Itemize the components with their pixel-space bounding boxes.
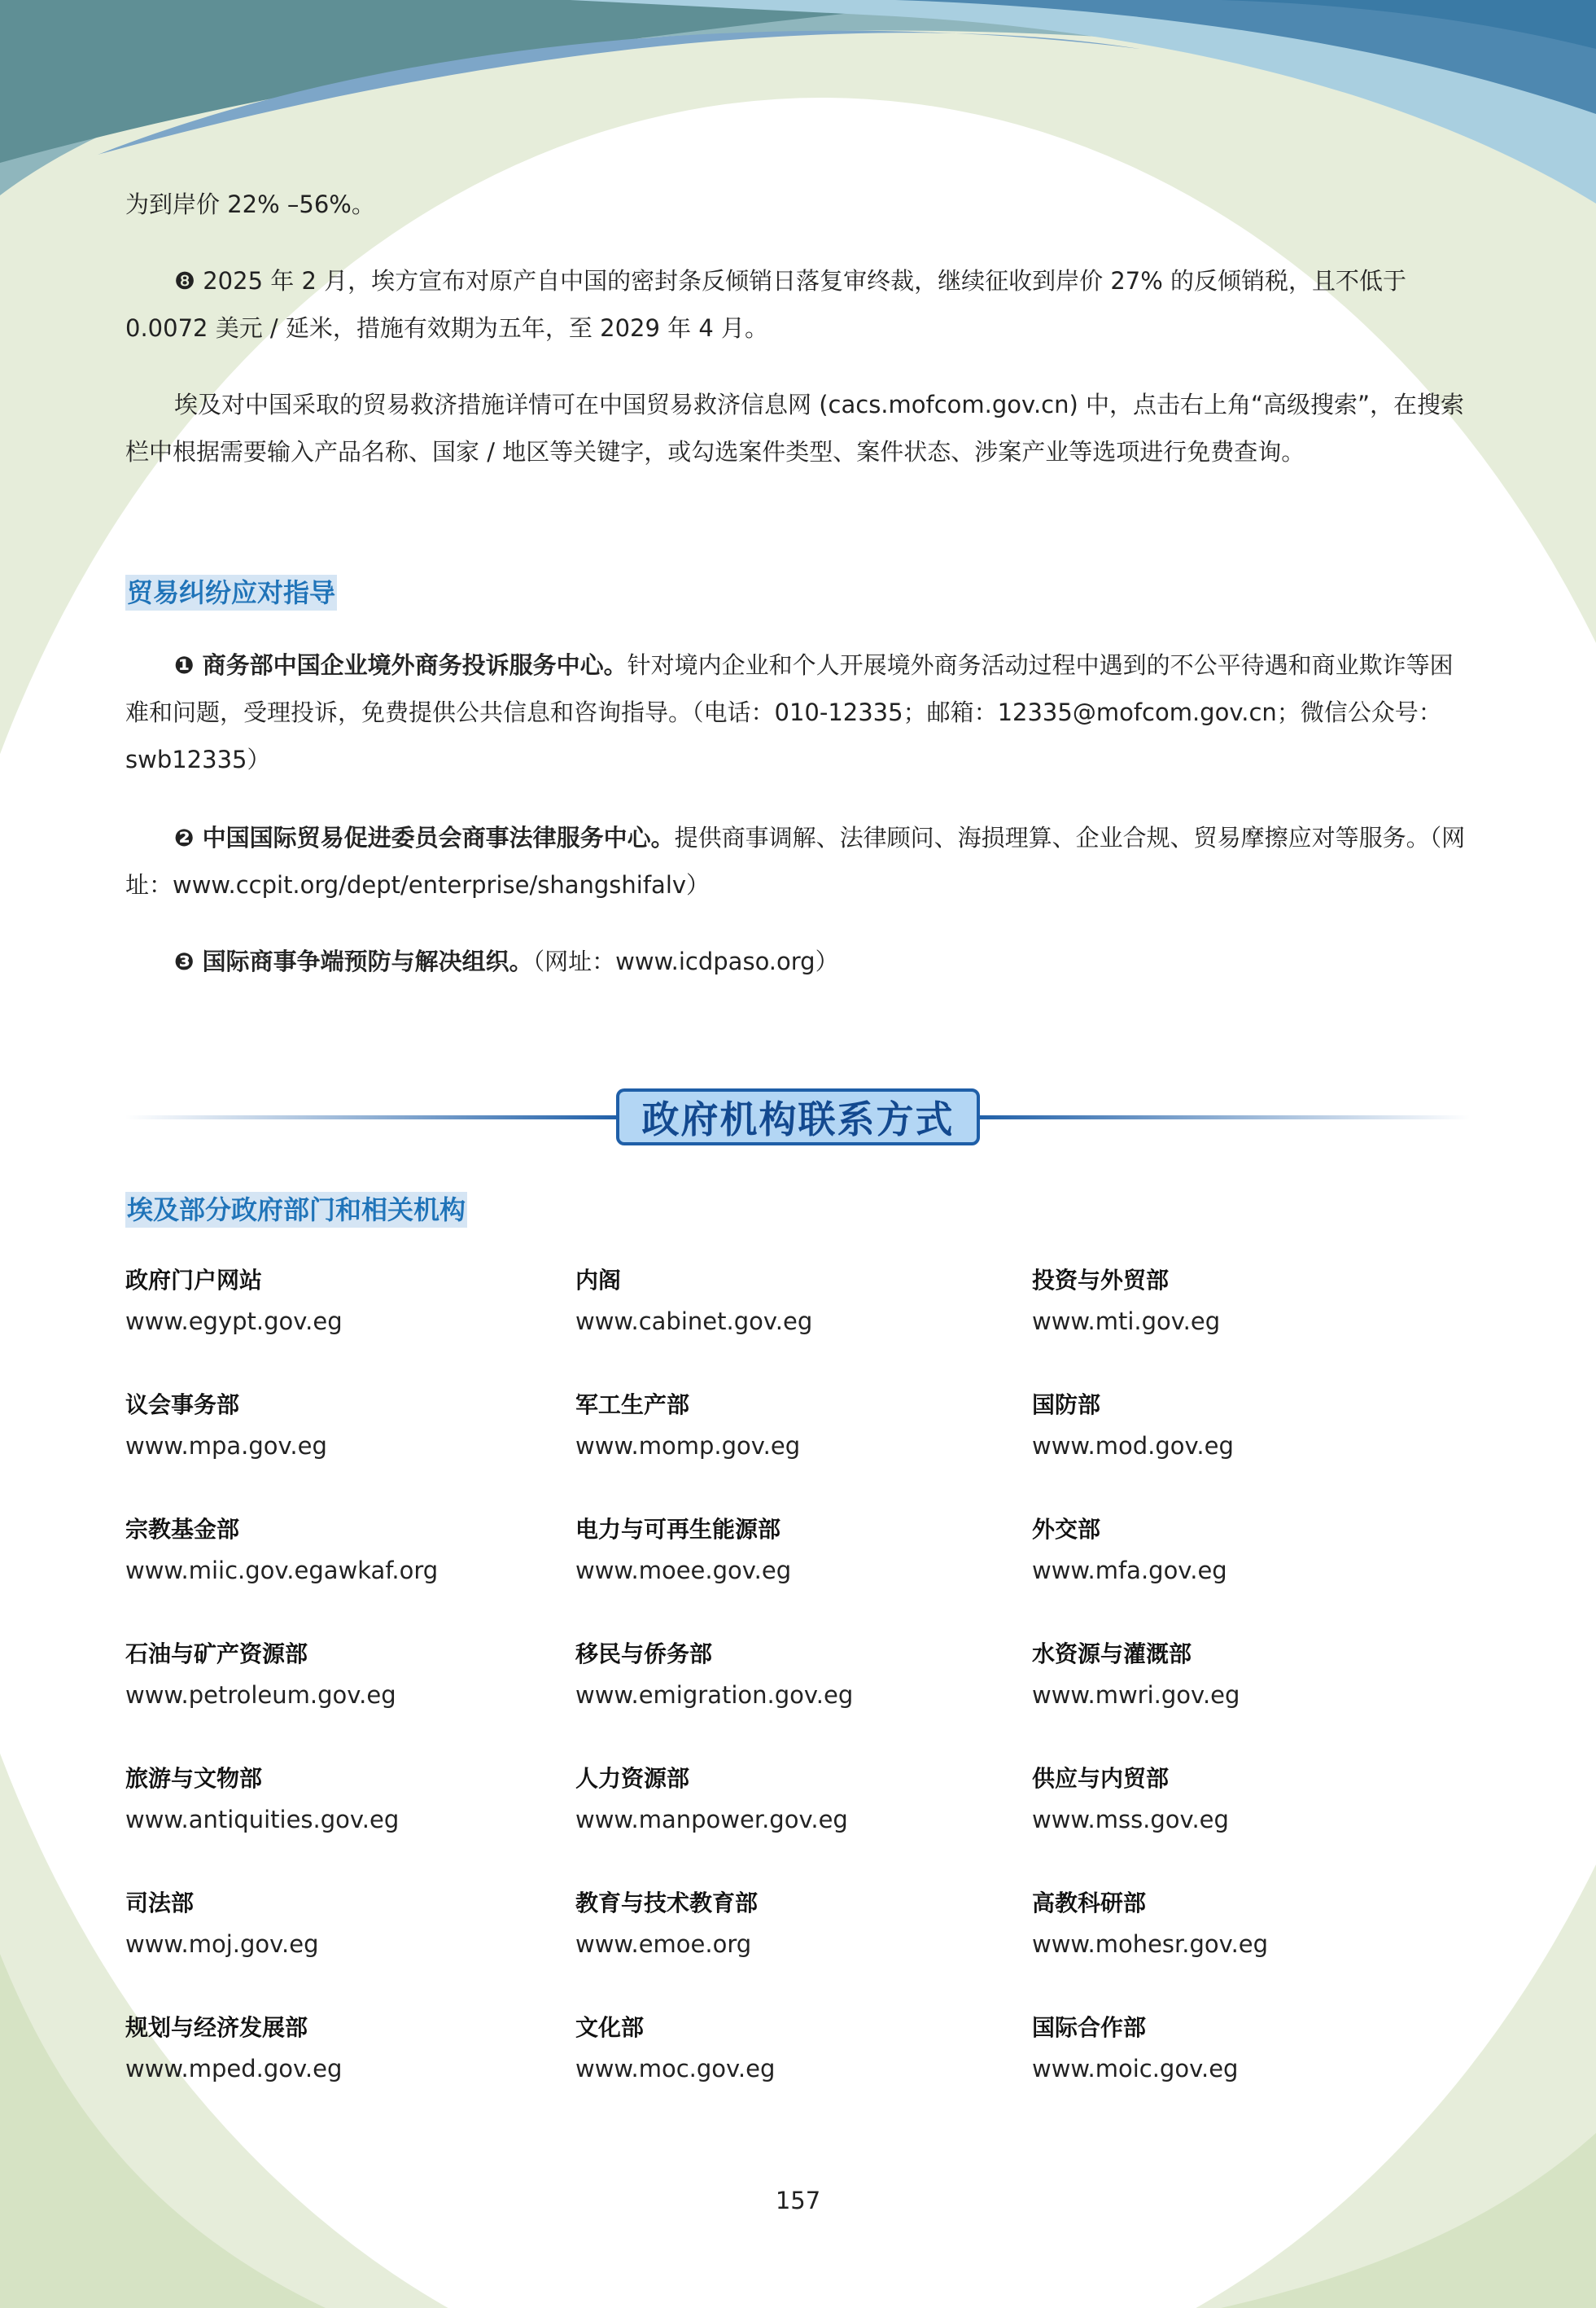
agency-url-link[interactable]: www.mod.gov.eg [1032,1432,1234,1460]
guidance-item-3-title: ❸ 国际商事争端预防与解决组织。 [174,948,533,975]
agency-url-link[interactable]: www.cabinet.gov.eg [575,1307,813,1335]
agency-name: 教育与技术教育部 [575,1890,759,1916]
agency-item [575,1758,1032,1883]
agency-url-link[interactable]: www.mpa.gov.eg [125,1432,327,1460]
agency-name: 人力资源部 [575,1765,690,1792]
agency-item [1032,2008,1470,2132]
paragraph-sealing-strip-review: ❽ 2025 年 2 月，埃方宣布对原产自中国的密封条反倾销日落复审终裁，继续征收到岸价 27% 的反倾销税，且不低于 0.0072 美元 / 延米，措施有效期为五年，至 2029 年 4 月。 [125,267,1407,342]
agency-name: 石油与矿产资源部 [125,1640,308,1667]
guidance-item-3-text: （网址：www.icdpaso.org） [532,948,839,975]
paragraph-trade-remedy-info: 埃及对中国采取的贸易救济措施详情可在中国贸易救济信息网 (cacs.mofcom.gov.cn) 中，点击右上角“高级搜索”，在搜索栏中根据需要输入产品名称、国家 / 地区等关键字，或勾选案件类型、案件状态、涉案产业等选项进行免费查询。 [125,391,1465,466]
agency-url-link[interactable]: www.miic.gov.egawkaf.org [125,1557,439,1584]
guidance-item-1 [125,642,1470,783]
agency-name: 旅游与文物部 [125,1765,263,1792]
banner-line-left [125,1115,622,1119]
agency-url-link[interactable]: www.mfa.gov.eg [1032,1557,1227,1584]
agency-url-link[interactable]: www.momp.gov.eg [575,1432,801,1460]
agency-url-link[interactable]: www.antiquities.gov.eg [125,1806,400,1833]
agency-name: 水资源与灌溉部 [1032,1640,1192,1667]
agency-name: 高教科研部 [1032,1890,1147,1916]
agency-item [125,1260,575,1385]
agency-url-link[interactable]: www.moc.gov.eg [575,2055,776,2082]
agency-name: 国防部 [1032,1391,1101,1418]
banner-line-right [975,1115,1470,1119]
agency-name: 电力与可再生能源部 [575,1516,781,1543]
section-title-agencies: 埃及部分政府部门和相关机构 [125,1192,467,1228]
agency-url-link[interactable]: www.emigration.gov.eg [575,1681,854,1709]
paragraph-tariff-range: 为到岸价 22% –56%。 [125,191,375,218]
agency-item [125,1509,575,1634]
section-title-trade-dispute: 贸易纠纷应对指导 [125,575,337,611]
agency-item [575,2008,1032,2132]
agency-url-link[interactable]: www.moee.gov.eg [575,1557,792,1584]
agency-url-link[interactable]: www.petroleum.gov.eg [125,1681,396,1709]
guidance-item-2-title: ❷ 中国国际贸易促进委员会商事法律服务中心。 [174,824,675,852]
guidance-item-2-text: 提供商事调解、法律顾问、海损理算、企业合规、贸易摩擦应对等服务。（网址：www.ccpit.org/dept/enterprise/shangshifalv） [125,824,1466,899]
agency-name: 国际合作部 [1032,2014,1147,2041]
agency-item [1032,1509,1470,1634]
agency-item [125,1634,575,1758]
agency-url-link[interactable]: www.mped.gov.eg [125,2055,343,2082]
agency-item [575,1883,1032,2008]
agency-url-link[interactable]: www.mti.gov.eg [1032,1307,1221,1335]
agency-name: 内阁 [575,1267,622,1294]
agency-item [1032,1758,1470,1883]
agency-name: 政府门户网站 [125,1267,263,1294]
agency-item [1032,1634,1470,1758]
agency-url-link[interactable]: www.manpower.gov.eg [575,1806,848,1833]
agency-item [575,1260,1032,1385]
guidance-item-1-title: ❶ 商务部中国企业境外商务投诉服务中心。 [174,651,627,679]
agency-item [1032,1385,1470,1509]
agency-url-link[interactable]: www.emoe.org [575,1930,752,1958]
agency-name: 供应与内贸部 [1032,1765,1170,1792]
agency-grid [125,1260,1470,2132]
agency-item [125,1758,575,1883]
agency-name: 议会事务部 [125,1391,240,1418]
agency-item [575,1509,1032,1634]
guidance-item-2 [125,814,1470,909]
banner-title: 政府机构联系方式 [641,1097,955,1141]
agency-name: 移民与侨务部 [575,1640,713,1667]
agency-url-link[interactable]: www.mwri.gov.eg [1032,1681,1240,1709]
agency-item [1032,1260,1470,1385]
agency-item [125,1883,575,2008]
agency-name: 投资与外贸部 [1032,1267,1170,1294]
agency-url-link[interactable]: www.mss.gov.eg [1032,1806,1229,1833]
agency-url-link[interactable]: www.moj.gov.eg [125,1930,319,1958]
agency-url-link[interactable]: www.mohesr.gov.eg [1032,1930,1269,1958]
section-banner [616,1088,980,1145]
guidance-item-1-text: 针对境内企业和个人开展境外商务活动过程中遇到的不公平待遇和商业欺诈等困难和问题，受理投诉，免费提供公共信息和咨询指导。（电话：010-12335；邮箱：12335@mofcom.gov.cn；微信公众号：swb12335） [125,651,1454,773]
agency-name: 宗教基金部 [125,1516,240,1543]
agency-url-link[interactable]: www.egypt.gov.eg [125,1307,343,1335]
agency-name: 司法部 [125,1890,195,1916]
agency-item [575,1385,1032,1509]
guidance-item-3 [125,938,1470,985]
agency-url-link[interactable]: www.moic.gov.eg [1032,2055,1239,2082]
agency-name: 规划与经济发展部 [125,2014,308,2041]
agency-item [1032,1883,1470,2008]
agency-item [125,2008,575,2132]
agency-item [575,1634,1032,1758]
agency-name: 外交部 [1032,1516,1101,1543]
page-number: 157 [775,2187,821,2214]
agency-item [125,1385,575,1509]
agency-name: 文化部 [575,2014,645,2041]
agency-name: 军工生产部 [575,1391,690,1418]
